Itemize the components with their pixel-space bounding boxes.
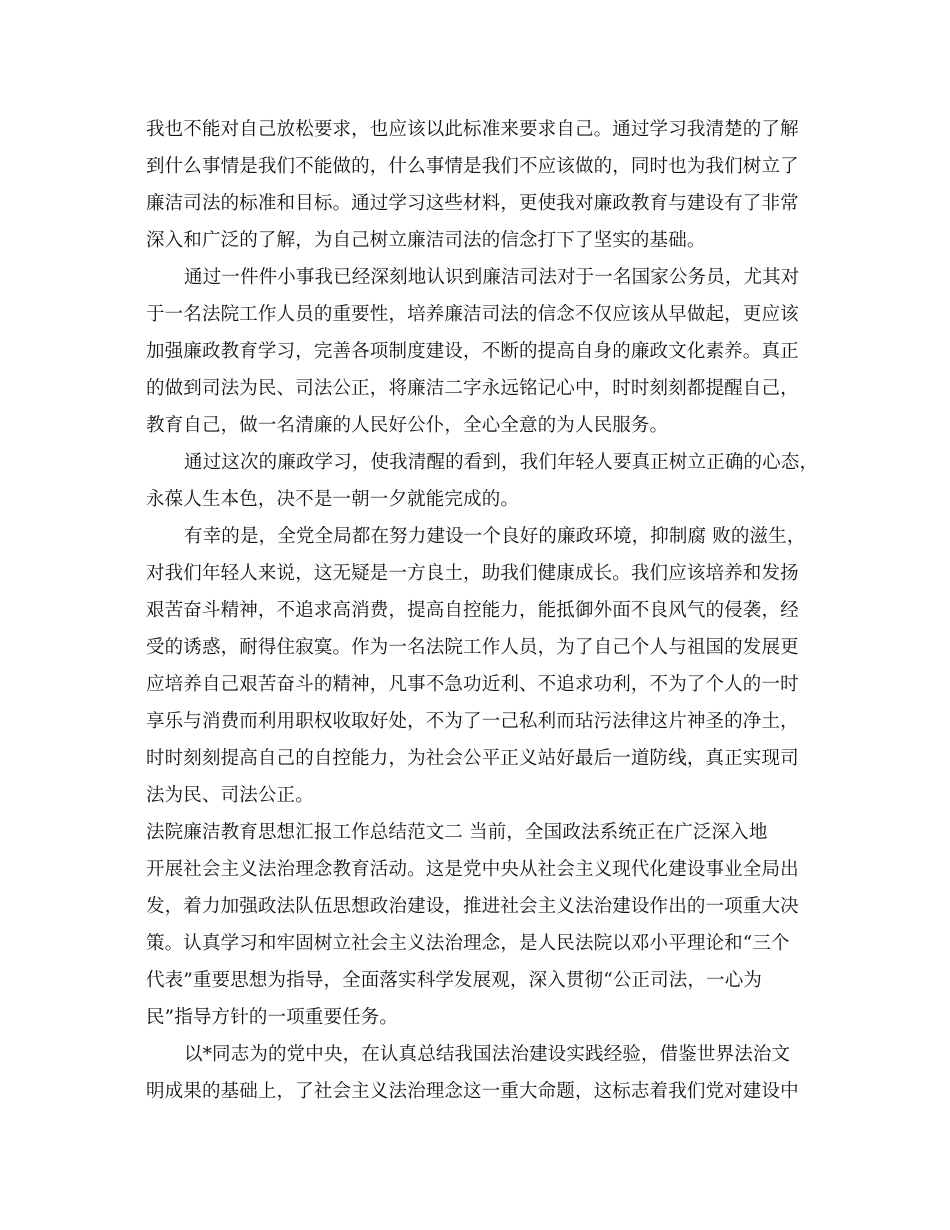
text-line: 加强廉政教育学习，完善各项制度建设，不断的提高自身的廉政文化素养。真正 (146, 341, 799, 362)
text-line: 深入和广泛的了解，为自己树立廉洁司法的信念打下了坚实的基础。 (146, 230, 706, 251)
text-line: 对我们年轻人来说，这无疑是一方良土，助我们健康成长。我们应该培养和发扬 (146, 563, 799, 584)
text-line: 民”指导方针的一项重要任务。 (146, 1007, 399, 1028)
text-line: 受的诱惑，耐得住寂寞。作为一名法院工作人员，为了自己个人与祖国的发展更 (146, 637, 799, 658)
text-line: 有幸的是，全党全局都在努力建设一个良好的廉政环境，抑制腐 败的滋生， (184, 526, 806, 547)
text-line: 到什么事情是我们不能做的，什么事情是我们不应该做的，同时也为我们树立了 (146, 156, 799, 177)
text-line: 明成果的基础上，了社会主义法治理念这一重大命题，这标志着我们党对建设中 (146, 1081, 799, 1102)
text-line: 于一名法院工作人员的重要性，培养廉洁司法的信念不仅应该从早做起，更应该 (146, 304, 799, 325)
text-line: 我也不能对自己放松要求，也应该以此标准来要求自己。通过学习我清楚的了解 (146, 119, 799, 140)
text-line: 策。认真学习和牢固树立社会主义法治理念，是人民法院以邓小平理论和“三个 (146, 933, 790, 954)
text-line: 通过一件件小事我已经深刻地认识到廉洁司法对于一名国家公务员，尤其对 (184, 267, 800, 288)
text-line: 以*同志为的党中央，在认真总结我国法治建设实践经验，借鉴世界法治文 (184, 1044, 791, 1065)
text-line: 时时刻刻提高自己的自控能力，为社会公平正义站好最后一道防线，真正实现司 (146, 748, 799, 769)
text-line: 发，着力加强政法队伍思想政治建设，推进社会主义法治建设作出的一项重大决 (146, 896, 799, 917)
text-line: 享乐与消费而利用职权收取好处，不为了一己私利而玷污法律这片神圣的净土， (146, 711, 799, 732)
text-line: 法院廉洁教育思想汇报工作总结范文二 当前，全国政法系统正在广泛深入地 (146, 822, 768, 843)
text-line: 教育自己，做一名清廉的人民好公仆，全心全意的为人民服务。 (146, 415, 669, 436)
text-line: 永葆人生本色，决不是一朝一夕就能完成的。 (146, 489, 520, 510)
text-line: 通过这次的廉政学习，使我清醒的看到，我们年轻人要真正树立正确的心态， (184, 452, 819, 473)
text-line: 代表”重要思想为指导，全面落实科学发展观，深入贯彻“公正司法，一心为 (146, 970, 763, 991)
text-line: 开展社会主义法治理念教育活动。这是党中央从社会主义现代化建设事业全局出 (146, 859, 799, 880)
text-line: 的做到司法为民、司法公正，将廉洁二字永远铭记心中，时时刻刻都提醒自己， (146, 378, 799, 399)
text-line: 法为民、司法公正。 (146, 785, 314, 806)
text-line: 应培养自己艰苦奋斗的精神，凡事不急功近利、不追求功利，不为了个人的一时 (146, 674, 799, 695)
text-line: 廉洁司法的标准和目标。通过学习这些材料，更使我对廉政教育与建设有了非常 (146, 193, 799, 214)
text-line: 艰苦奋斗精神，不追求高消费，提高自控能力，能抵御外面不良风气的侵袭，经 (146, 600, 799, 621)
